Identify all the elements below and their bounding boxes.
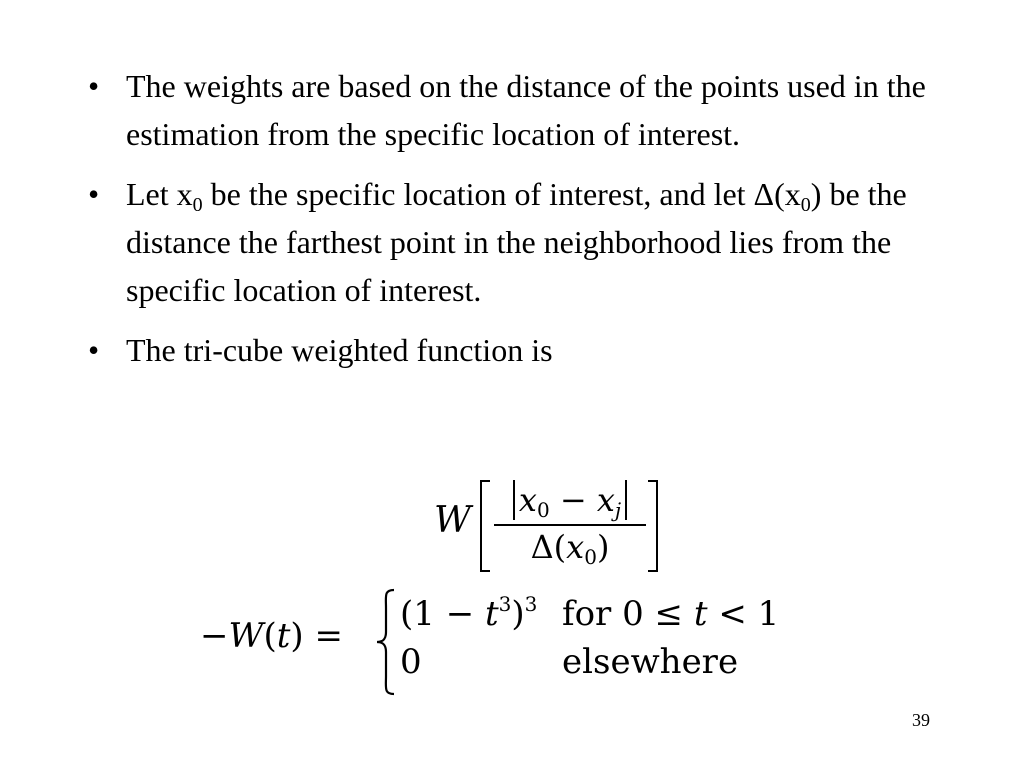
- bullet-marker: •: [88, 68, 100, 104]
- bullet-text: The tri-cube weighted function is: [126, 332, 553, 368]
- subscript: 0: [536, 498, 550, 522]
- left-brace: [374, 588, 398, 696]
- exponent: 3: [498, 592, 512, 616]
- condition-text: elsewhere: [562, 642, 739, 682]
- bullet-text-part: ) be the distance the farthest point in the neighborhood lies from the specific location of interest.: [126, 176, 907, 308]
- variable: t: [485, 594, 499, 634]
- subscript: 0: [192, 194, 203, 216]
- variable: t: [276, 616, 291, 656]
- variable: x: [596, 481, 615, 519]
- case-1-expression: [400, 594, 537, 634]
- expression-part: 0: [400, 642, 422, 682]
- bullet-text-part: be the specific location of interest, and let Δ(x: [202, 176, 801, 212]
- condition-text: for 0 ≤: [562, 594, 694, 634]
- variable: x: [566, 528, 585, 566]
- paren: ): [511, 594, 525, 634]
- left-bracket: [480, 480, 490, 572]
- minus-sign: −: [200, 616, 229, 656]
- fraction-denominator: [494, 528, 646, 569]
- function-symbol: W: [228, 616, 264, 656]
- bullet-item-tricube: [88, 326, 928, 374]
- function-symbol: W: [434, 500, 472, 541]
- absolute-value: [513, 480, 627, 520]
- subscript: 0: [584, 545, 597, 569]
- condition-text: < 1: [707, 594, 780, 634]
- variable: x: [518, 481, 537, 519]
- paren-equals: ) =: [290, 616, 343, 656]
- fraction-bar: [494, 524, 646, 526]
- fraction-numerator: [494, 480, 646, 520]
- subscript: j: [614, 498, 622, 522]
- bullet-item-definition: [88, 170, 928, 314]
- bullet-text-part: Let x: [126, 176, 193, 212]
- bullet-marker: •: [88, 176, 100, 212]
- paren: ): [596, 528, 610, 566]
- bullet-item-weights: [88, 62, 928, 158]
- case-2-condition: [562, 642, 738, 682]
- expression-part: (1 −: [400, 594, 485, 634]
- subscript: 0: [800, 194, 811, 216]
- case-1-condition: [562, 594, 779, 634]
- equation-lhs: [200, 616, 343, 656]
- bullet-marker: •: [88, 332, 100, 368]
- page-number: 39: [912, 710, 930, 730]
- right-bracket: [648, 480, 658, 572]
- paren: (: [263, 616, 277, 656]
- bullet-list: [88, 62, 928, 386]
- weight-argument-equation: [430, 476, 670, 576]
- case-2-expression: [400, 642, 422, 682]
- tricube-function-equation: [200, 588, 800, 698]
- exponent: 3: [524, 592, 538, 616]
- delta-symbol: Δ(: [530, 528, 567, 566]
- operator: −: [549, 481, 597, 519]
- variable: t: [693, 594, 708, 634]
- bullet-text: The weights are based on the distance of the points used in the estimation from the specific location of interest.: [126, 68, 926, 152]
